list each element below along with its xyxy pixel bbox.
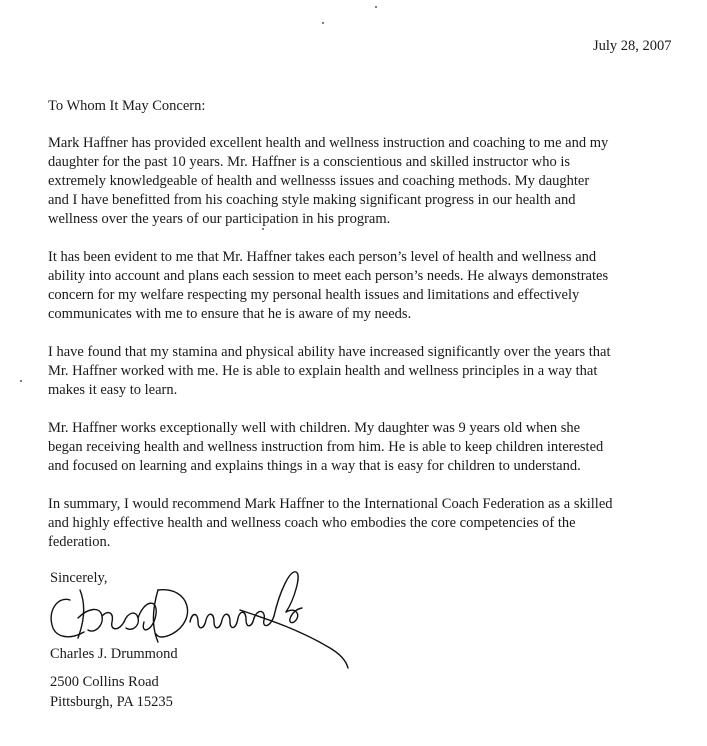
- paragraph-line: began receiving health and wellness instruction from him. He is able to keep children interested: [48, 439, 604, 455]
- scan-speck: [375, 6, 377, 8]
- scan-speck: [20, 380, 22, 382]
- paragraph-1: [48, 134, 698, 229]
- paragraph-line: and I have benefitted from his coaching style making significant progress in our health and: [48, 192, 576, 208]
- paragraph-line: and highly effective health and wellness coach who embodies the core competencies of the: [48, 515, 576, 531]
- paragraph-5: [48, 495, 698, 552]
- paragraph-line: and focused on learning and explains things in a way that is easy for children to understand.: [48, 458, 581, 474]
- paragraph-line: makes it easy to learn.: [48, 382, 178, 398]
- salutation: To Whom It May Concern:: [48, 98, 206, 114]
- paragraph-line: Mr. Haffner worked with me. He is able to explain health and wellness principles in a way that: [48, 363, 598, 379]
- paragraph-2: [48, 248, 698, 324]
- paragraph-line: In summary, I would recommend Mark Haffner to the International Coach Federation as a skilled: [48, 496, 613, 512]
- paragraph-3: [48, 343, 698, 400]
- paragraph-line: I have found that my stamina and physical ability have increased significantly over the years that: [48, 344, 611, 360]
- address-line-1: 2500 Collins Road: [50, 674, 159, 690]
- paragraph-line: Mark Haffner has provided excellent health and wellness instruction and coaching to me and my: [48, 135, 609, 151]
- paragraph-line: ability into account and plans each session to meet each person’s needs. He always demonstrates: [48, 268, 609, 284]
- paragraph-line: extremely knowledgeable of health and wellnesss issues and coaching methods. My daughter: [48, 173, 590, 189]
- closing: Sincerely,: [50, 570, 108, 586]
- paragraph-line: concern for my welfare respecting my personal health issues and limitations and effectively: [48, 287, 580, 303]
- paragraph-4: [48, 419, 698, 476]
- paragraph-line: communicates with me to ensure that he is aware of my needs.: [48, 306, 412, 322]
- paragraph-line: Mr. Haffner works exceptionally well with children. My daughter was 9 years old when she: [48, 420, 581, 436]
- paragraph-line: federation.: [48, 534, 111, 550]
- address-line-2: Pittsburgh, PA 15235: [50, 694, 173, 710]
- signer-name: Charles J. Drummond: [50, 646, 178, 662]
- paragraph-line: It has been evident to me that Mr. Haffner takes each person’s level of health and wellness and: [48, 249, 597, 265]
- paragraph-line: wellness over the years of our participation in his program.: [48, 211, 391, 227]
- letter-date: July 28, 2007: [593, 38, 672, 54]
- paragraph-line: daughter for the past 10 years. Mr. Haffner is a conscientious and skilled instructor who is: [48, 154, 571, 170]
- scan-speck: [322, 22, 324, 24]
